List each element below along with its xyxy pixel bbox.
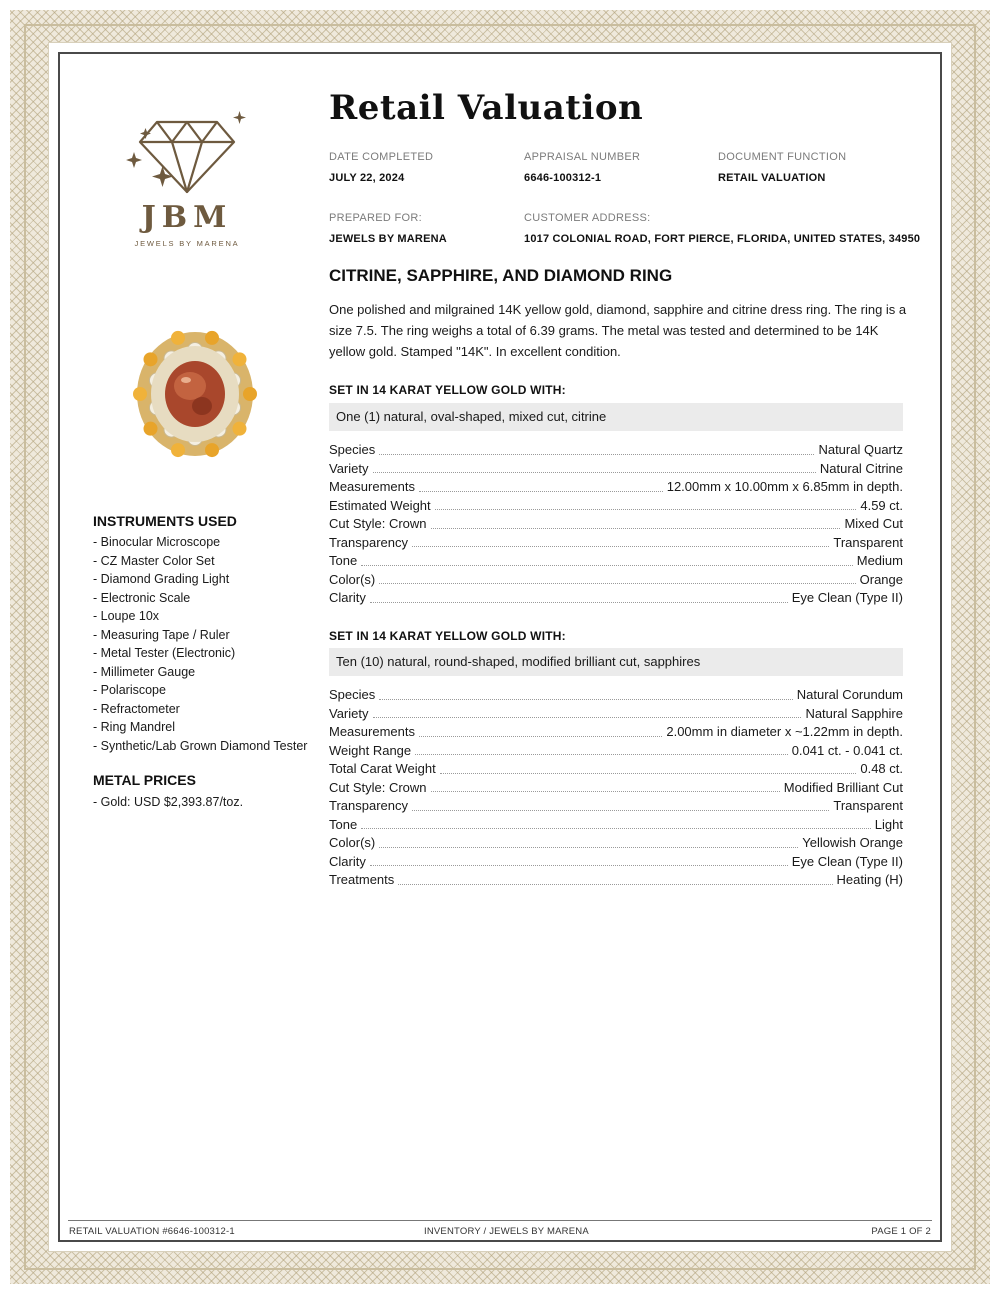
- item-title: CITRINE, SAPPHIRE, AND DIAMOND RING: [329, 266, 673, 285]
- document-function: [718, 151, 846, 184]
- spec-label: Variety: [329, 705, 369, 721]
- spec-row: [329, 723, 903, 742]
- list-item: - Polariscope: [93, 683, 166, 697]
- appraisal-number-label: APPRAISAL NUMBER: [524, 151, 641, 163]
- spec-value: Medium: [856, 553, 903, 568]
- dot-leader: [373, 717, 802, 718]
- spec-label: Cut Style: Crown: [329, 516, 427, 531]
- dot-leader: [373, 472, 816, 473]
- list-item: - Synthetic/Lab Grown Diamond Tester: [93, 738, 308, 753]
- dot-leader: [361, 828, 871, 829]
- dot-leader: [379, 847, 798, 848]
- spec-label: Variety: [329, 460, 369, 476]
- spec-value: Transparent: [833, 534, 903, 550]
- sapphire-stone: [171, 443, 185, 457]
- sapphire-stone: [133, 387, 147, 401]
- footer-page-number: PAGE 1 OF 2: [871, 1226, 931, 1237]
- dot-leader: [431, 528, 841, 529]
- prepared-for: [329, 212, 447, 245]
- spec-value: 12.00mm x 10.00mm x 6.85mm in depth.: [666, 479, 903, 494]
- dot-leader: [415, 754, 788, 755]
- dot-leader: [440, 773, 857, 774]
- logo-wordmark: JBM: [141, 200, 233, 235]
- spec-row: [329, 515, 903, 534]
- date-completed-value: JULY 22, 2024: [329, 172, 405, 184]
- footer-center: INVENTORY / JEWELS BY MARENA: [424, 1226, 589, 1237]
- diamond-logo-icon: [122, 108, 252, 198]
- dot-leader: [370, 602, 788, 603]
- spec-label: Transparency: [329, 534, 408, 550]
- spec-row: [329, 552, 903, 571]
- stone-2-summary: Ten (10) natural, round-shaped, modified brilliant cut, sapphires: [329, 648, 903, 676]
- spec-row: [329, 742, 903, 761]
- spec-value: Mixed Cut: [844, 516, 903, 531]
- spec-label: Tone: [329, 553, 358, 568]
- spec-row: [329, 497, 903, 516]
- sapphire-stone: [144, 352, 158, 366]
- spec-value: 4.59 ct.: [860, 497, 903, 513]
- sapphire-stone: [144, 422, 158, 436]
- spec-value: 0.041 ct. - 0.041 ct.: [791, 742, 903, 758]
- document-function-label: DOCUMENT FUNCTION: [718, 151, 847, 163]
- spec-value: Yellowish Orange: [802, 835, 903, 850]
- list-item: - Millimeter Gauge: [93, 664, 196, 679]
- list-item: - Metal Tester (Electronic): [93, 646, 236, 660]
- list-item: - Loupe 10x: [93, 609, 160, 623]
- list-item: - Diamond Grading Light: [93, 572, 230, 586]
- stone-1-spec-list: [329, 441, 903, 608]
- stone-2-spec-list: [329, 686, 903, 890]
- spec-row: [329, 760, 903, 779]
- stone-1-summary: One (1) natural, oval-shaped, mixed cut, citrine: [329, 403, 903, 431]
- sapphire-stone: [205, 443, 219, 457]
- spec-value: Heating (H): [836, 872, 903, 887]
- spec-row: [329, 478, 903, 497]
- spec-label: Clarity: [329, 853, 366, 869]
- spec-row: [329, 460, 903, 479]
- dot-leader: [431, 791, 780, 792]
- spec-value: Eye Clean (Type II): [791, 853, 903, 869]
- dot-leader: [419, 491, 663, 492]
- dot-leader: [398, 884, 832, 885]
- spec-value: Light: [874, 816, 903, 832]
- page-title: Retail Valuation: [329, 88, 644, 128]
- item-description: One polished and milgrained 14K yellow gold, diamond, sapphire and citrine dress ring. The ring is a size 7.5. The ring weighs a total of 6.39 grams. The metal was tested and determined to be 14K yellow gold. Stamped "14K". In excellent condition.: [329, 302, 907, 359]
- spec-label: Weight Range: [329, 742, 412, 758]
- spec-value: Natural Corundum: [796, 687, 903, 702]
- dot-leader: [412, 546, 829, 547]
- list-item: - Measuring Tape / Ruler: [93, 627, 230, 642]
- date-completed: [329, 151, 433, 184]
- spec-row: [329, 853, 903, 872]
- dot-leader: [379, 699, 793, 700]
- sapphire-stone: [243, 387, 257, 401]
- spec-value: Transparent: [833, 798, 903, 813]
- spec-label: Color(s): [329, 835, 376, 850]
- stone-2-heading: SET IN 14 KARAT YELLOW GOLD WITH:: [329, 629, 566, 643]
- spec-row: [329, 534, 903, 553]
- sapphire-stone: [205, 331, 219, 345]
- spec-row: [329, 834, 903, 853]
- sapphire-stone: [232, 352, 246, 366]
- spec-label: Transparency: [329, 798, 408, 813]
- dot-leader: [419, 736, 662, 737]
- dot-leader: [370, 865, 788, 866]
- footer-left: RETAIL VALUATION #6646-100312-1: [69, 1226, 235, 1237]
- appraisal-number: [524, 151, 640, 184]
- company-logo: [122, 108, 252, 248]
- spec-value: Modified Brilliant Cut: [783, 779, 903, 795]
- footer-divider: [68, 1220, 932, 1221]
- list-item: - Ring Mandrel: [93, 720, 175, 734]
- dot-leader: [435, 509, 857, 510]
- dot-leader: [379, 583, 855, 584]
- spec-value: 2.00mm in diameter x ~1.22mm in depth.: [666, 724, 903, 739]
- spec-row: [329, 441, 903, 460]
- spec-value: Eye Clean (Type II): [791, 590, 903, 605]
- spec-value: Natural Citrine: [819, 460, 903, 476]
- spec-row: [329, 871, 903, 890]
- sapphire-stone: [232, 422, 246, 436]
- instruments-heading: INSTRUMENTS USED: [93, 513, 237, 529]
- spec-label: Measurements: [329, 479, 415, 494]
- spec-row: [329, 571, 903, 590]
- spec-label: Species: [329, 442, 376, 457]
- spec-value: Natural Sapphire: [805, 705, 903, 721]
- spec-row: [329, 816, 903, 835]
- spec-row: [329, 686, 903, 705]
- metal-prices-list: [93, 793, 243, 812]
- ring-photo: [120, 316, 270, 466]
- customer-address-value: 1017 COLONIAL ROAD, FORT PIERCE, FLORIDA, UNITED STATES, 34950: [524, 233, 921, 245]
- list-item: - Refractometer: [93, 701, 180, 716]
- spec-row: [329, 589, 903, 608]
- logo-tagline: JEWELS BY MARENA: [134, 239, 240, 248]
- appraisal-number-value: 6646-100312-1: [524, 172, 602, 184]
- list-item: - Binocular Microscope: [93, 535, 221, 549]
- spec-label: Measurements: [329, 724, 415, 739]
- spec-row: [329, 797, 903, 816]
- sapphire-stone: [171, 331, 185, 345]
- list-item: - Electronic Scale: [93, 590, 191, 605]
- dot-leader: [412, 810, 829, 811]
- spec-label: Species: [329, 687, 376, 702]
- stone-1-heading: SET IN 14 KARAT YELLOW GOLD WITH:: [329, 383, 566, 397]
- date-completed-label: DATE COMPLETED: [329, 151, 434, 163]
- dot-leader: [379, 454, 814, 455]
- spec-row: [329, 705, 903, 724]
- document-function-value: RETAIL VALUATION: [718, 172, 826, 184]
- spec-label: Clarity: [329, 590, 366, 605]
- spec-row: [329, 779, 903, 798]
- prepared-for-value: JEWELS BY MARENA: [329, 233, 447, 245]
- ring-illustration: [120, 316, 270, 466]
- spec-value: Orange: [859, 571, 903, 587]
- list-item: - Gold: USD $2,393.87/toz.: [93, 795, 244, 809]
- customer-address: [524, 212, 920, 245]
- spec-label: Cut Style: Crown: [329, 779, 427, 795]
- list-item: - CZ Master Color Set: [93, 553, 215, 568]
- spec-label: Estimated Weight: [329, 497, 431, 513]
- spec-label: Treatments: [329, 872, 395, 887]
- prepared-for-label: PREPARED FOR:: [329, 212, 422, 224]
- spec-value: Natural Quartz: [818, 442, 903, 457]
- spec-label: Tone: [329, 816, 358, 832]
- spec-label: Color(s): [329, 571, 376, 587]
- dot-leader: [361, 565, 853, 566]
- instruments-list: [93, 533, 307, 755]
- metal-prices-heading: METAL PRICES: [93, 772, 196, 788]
- spec-value: 0.48 ct.: [860, 761, 903, 776]
- spec-label: Total Carat Weight: [329, 761, 436, 776]
- customer-address-label: CUSTOMER ADDRESS:: [524, 212, 651, 224]
